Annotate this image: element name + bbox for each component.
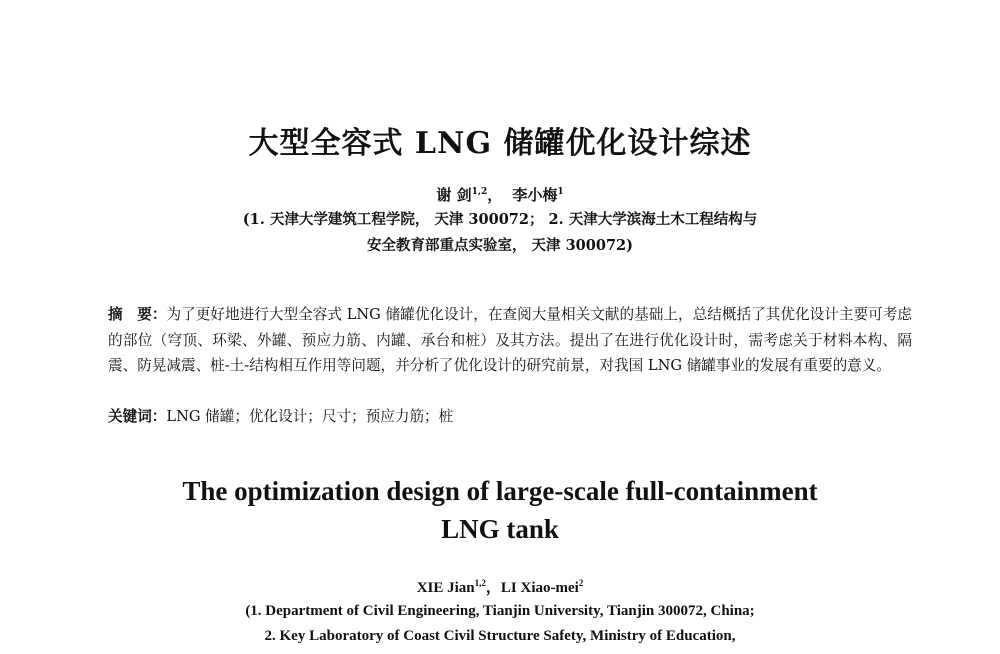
english-author-2-affiliation-marker: 2 [578,578,584,588]
english-title-line-1: The optimization design of large-scale full-containment [182,476,818,506]
author-1-affiliation-marker: 1,2 [471,187,488,197]
author-2-name: 李小梅 [512,186,558,204]
author-separator: ， [487,186,503,204]
abstract-text: 为了更好地进行大型全容式 LNG 储罐优化设计，在查阅大量相关文献的基础上，总结概括了其优化设计主要可考虑的部位（穹顶、环梁、外罐、预应力筋、内罐、承台和桩）及其方法。提出了在进行优化设计时，需考虑关于材料本构、隔震、防晃减震、桩-土-结构相互作用等问题，并分析了优化设计的研究前景，对我国 LNG 储罐事业的发展有重要的意义。 [108,306,912,374]
english-author-2-name: LI Xiao-mei [500,580,579,596]
chinese-affiliation-line-1: (1. 天津大学建筑工程学院， 天津 300072； 2. 天津大学滨海土木工程结构与 [242,211,758,228]
english-title-line-2: LNG tank [441,514,559,544]
english-affiliation-line-2: 2. Key Laboratory of Coast Civil Structure Safety, Ministry of Education, [264,628,736,644]
chinese-authors [0,184,1000,205]
english-affiliation-line-1: (1. Department of Civil Engineering, Tianjin University, Tianjin 300072, China; [245,603,755,619]
author-2-affiliation-marker: 1 [557,187,564,197]
chinese-keywords [108,406,912,428]
chinese-title: 大型全容式 LNG 储罐优化设计综述 [248,126,752,161]
english-author-1-name: XIE Jian [416,580,475,596]
english-author-1-affiliation-marker: 1,2 [474,578,486,588]
english-authors [0,576,1000,597]
chinese-abstract [108,302,912,379]
chinese-affiliation-line-2: 安全教育部重点实验室， 天津 300072) [367,237,633,254]
author-1-name: 谢 剑 [436,186,472,204]
english-author-separator: ， [485,580,501,596]
keywords-text: LNG 储罐；优化设计；尺寸；预应力筋；桩 [166,408,454,425]
abstract-label: 摘 要： [108,306,167,323]
keywords-label: 关键词： [108,408,167,425]
